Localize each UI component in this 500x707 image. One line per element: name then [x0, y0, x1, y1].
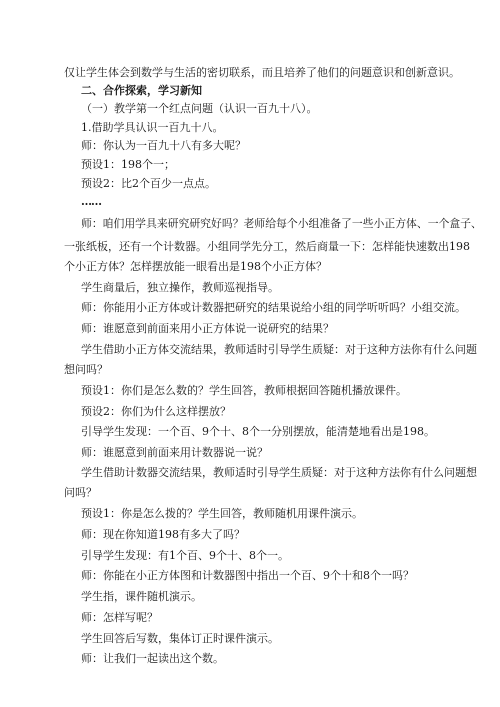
- paragraph-line: 师：谁愿意到前面来用计数器说一说？: [81, 446, 268, 459]
- paragraph-line: 师：你能在小正方体图和计数器图中指出一个百、9个十和8个一吗？: [81, 569, 414, 582]
- paragraph-line: 师：你能用小正方体或计数器把研究的结果说给小组的同学听听吗？小组交流。: [81, 301, 466, 314]
- paragraph-line: 预设1：你是怎么拨的？学生回答，教师随机用课件演示。: [81, 507, 363, 520]
- paragraph-line: 预设2：比2个百少一点点。: [81, 177, 216, 190]
- section-heading: 二、合作探索，学习新知: [81, 84, 202, 97]
- subsection-heading: （一）教学第一个红点问题（认识一百九十八）。: [81, 102, 318, 115]
- paragraph-line: 师：你认为一百九十八有多大呢？: [81, 139, 246, 152]
- paragraph-line: 预设1：你们是怎么数的？学生回答，教师根据回答随机播放课件。: [81, 384, 407, 397]
- paragraph-line: 学生借助小正方体交流结果，教师适时引导学生质疑：对于这种方法你有什么问题: [81, 343, 477, 356]
- paragraph-line: 问吗？: [64, 486, 97, 499]
- ellipsis: ……: [81, 195, 101, 208]
- paragraph-line: 引导学生发现：一个百、9个十、8个一分别摆放，能清楚地看出是198。: [81, 425, 435, 438]
- paragraph-line: 师：现在你知道198有多大了吗？: [81, 528, 245, 541]
- paragraph-line: 师：让我们一起读出这个数。: [81, 652, 224, 665]
- paragraph-line: 师：谁愿意到前面来用小正方体说一说研究的结果？: [81, 322, 334, 335]
- paragraph-line: 想问吗？: [64, 363, 108, 376]
- paragraph-line: 师：怎样写呢？: [81, 611, 158, 624]
- paragraph-line: 预设2：你们为什么这样摆放？: [81, 405, 231, 418]
- paragraph-line: 学生商量后，独立操作，教师巡视指导。: [81, 281, 279, 294]
- step-heading: 1.借助学具认识一百九十八。: [81, 121, 224, 134]
- paragraph-line: 个小正方体？怎样摆放能一眼看出是198个小正方体？: [64, 260, 327, 273]
- paragraph-line: 师：咱们用学具来研究研究好吗？老师给每个小组准备了一些小正方体、一个盒子、: [81, 217, 482, 230]
- paragraph-line: 引导学生发现：有1个百、9个十、8个一。: [81, 549, 289, 562]
- paragraph-line: 学生借助计数器交流结果，教师适时引导学生质疑：对于这种方法你有什么问题想: [81, 466, 477, 479]
- paragraph-line: 一张纸板，还有一个计数器。小组同学先分工，然后商量一下：怎样能快速数出198: [64, 240, 470, 253]
- paragraph-line: 学生回答后写数，集体订正时课件演示。: [81, 632, 279, 645]
- paragraph-line: 学生指，课件随机演示。: [81, 590, 202, 603]
- paragraph-line: 仅让学生体会到数学与生活的密切联系，而且培养了他们的问题意识和创新意识。: [64, 66, 460, 79]
- paragraph-line: 预设1：198个一；: [81, 158, 175, 171]
